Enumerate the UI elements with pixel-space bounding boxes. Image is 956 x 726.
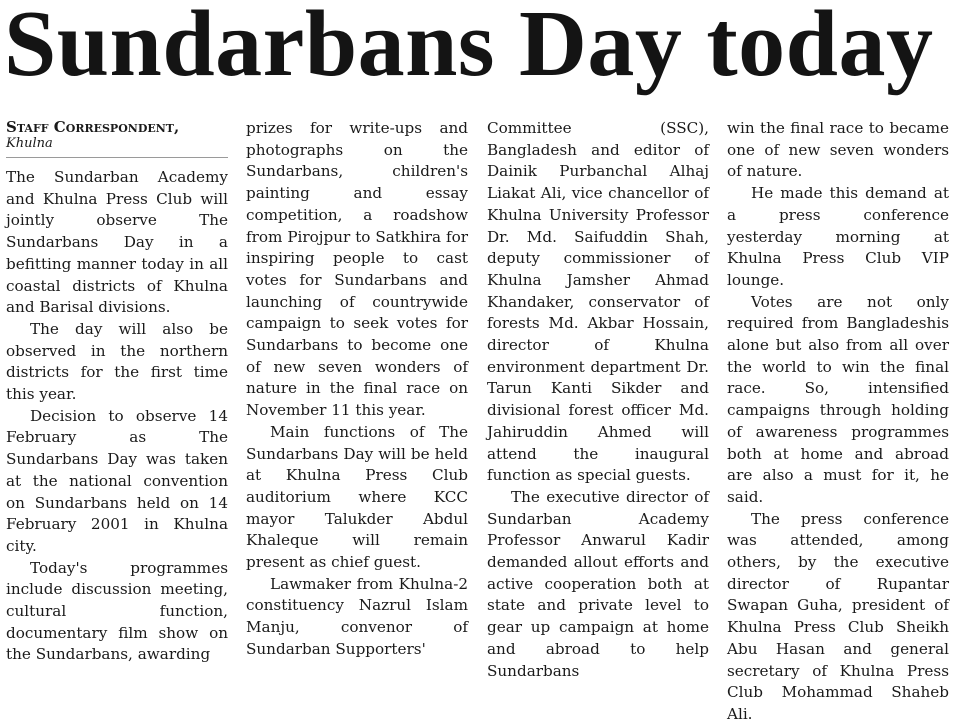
paragraph: Lawmaker from Khulna-2 constituency Nazrul Islam Manju, convenor of Sundarban Supporters': [246, 574, 468, 658]
paragraph: The Sundarban Academy and Khulna Press Club will jointly observe The Sundarbans Day in a befitting manner today in all coastal districts of Khulna and Barisal divisions.: [6, 168, 228, 317]
paragraph: prizes for write-ups and photographs on the Sundarbans, children's painting and essay competition, a roadshow from Pirojpur to Satkhira for inspiring people to cast votes for Sundarbans and launching of countrywide campaign to seek votes for Sundarbans to become one of new seven wonders of nature in the final race on November 11 this year.: [246, 119, 468, 420]
paragraph: The day will also be observed in the northern districts for the first time this year.: [6, 319, 228, 404]
paragraph: Votes are not only required from Bangladeshis alone but also from all over the world to win the final race. So, intensified campaigns through holding of awareness programmes both at home and abroad are also a must for it, he said.: [727, 292, 949, 506]
byline: [6, 118, 228, 158]
article-column-1: [6, 118, 228, 672]
headline: Sundarbans Day today: [4, 0, 934, 96]
paragraph: win the final race to became one of new seven wonders of nature.: [727, 119, 949, 181]
paragraph: Committee (SSC), Bangladesh and editor of Dainik Purbanchal Alhaj Liakat Ali, vice chancellor of Khulna University Professor Dr. Md. Saifuddin Shah, deputy commissioner of Khulna Jamsher Ahmad Khandaker, conservator of forests Md. Akbar Hossain, director of Khulna environment department Dr. Tarun Kanti Sikder and divisional forest officer Md. Jahiruddin Ahmed will attend the inaugural function as special guests.: [487, 119, 709, 485]
article-column-3: [487, 118, 709, 680]
byline-author: Staff Correspondent,: [6, 118, 180, 136]
paragraph: Decision to observe 14 February as The Sundarbans Day was taken at the national convention on Sundarbans held on 14 February 2001 in Khulna city.: [6, 406, 228, 555]
paragraph: He made this demand at a press conference yesterday morning at Khulna Press Club VIP lounge.: [727, 184, 949, 289]
paragraph: The press conference was attended, among others, by the executive director of Rupantar Swapan Guha, president of Khulna Press Club Sheikh Abu Hasan and general secretary of Khulna Press Club Mohammad Shaheb Ali.: [727, 509, 949, 723]
paragraph: Today's programmes include discussion meeting, cultural function, documentary film show on the Sundarbans, awarding: [6, 558, 228, 664]
article-column-2: [246, 118, 468, 672]
paragraph: The executive director of Sundarban Academy Professor Anwarul Kadir demanded allout efforts and active cooperation both at state and private level to gear up campaign at home and abroad to help Sundarbans: [487, 487, 709, 680]
paragraph: Main functions of The Sundarbans Day will be held at Khulna Press Club auditorium where KCC mayor Talukder Abdul Khaleque will remain present as chief guest.: [246, 422, 468, 572]
byline-location: Khulna: [6, 136, 53, 151]
article-column-4: [727, 118, 949, 723]
